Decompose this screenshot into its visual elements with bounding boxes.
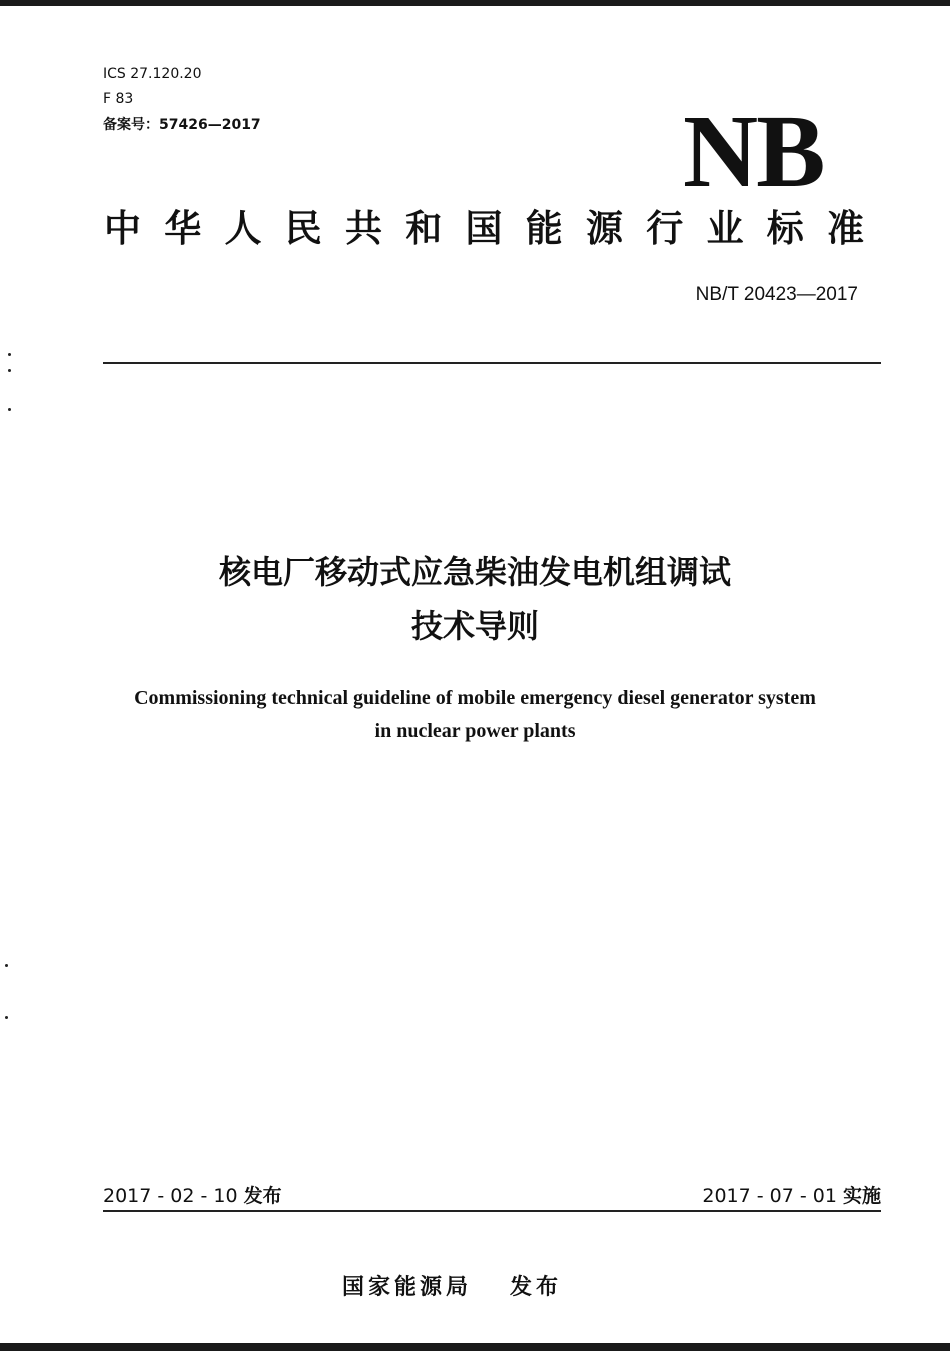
title-cn-line-1: 核电厂移动式应急柴油发电机组调试 <box>218 553 731 591</box>
standard-type-char: 和 <box>405 207 443 250</box>
scan-speck <box>8 353 11 356</box>
title-cn-line-2: 技术导则 <box>410 607 539 645</box>
scan-edge-bottom <box>0 1343 950 1351</box>
top-divider <box>103 362 881 364</box>
publisher-action: 发布 <box>510 1275 563 1300</box>
scan-edge-top <box>0 0 950 6</box>
standard-type-char: 业 <box>706 207 744 250</box>
standard-type-char: 行 <box>646 207 684 250</box>
standard-type-char: 共 <box>345 207 382 250</box>
standard-type-char: 华 <box>164 207 202 250</box>
issue-date-value: 2017 - 02 - 10 <box>103 1185 238 1207</box>
scan-speck <box>8 369 11 372</box>
title-en-line-2: in nuclear power plants <box>374 720 576 742</box>
implementation-date-label: 实施 <box>842 1185 881 1207</box>
implementation-date <box>702 1184 881 1208</box>
standard-type-char: 人 <box>224 207 262 250</box>
standard-type-char: 中 <box>104 207 141 250</box>
scan-speck <box>8 408 11 411</box>
issue-date-label: 发布 <box>243 1185 282 1207</box>
scan-speck <box>5 1016 8 1019</box>
publisher-line <box>342 1274 562 1302</box>
standard-type-char: 准 <box>827 207 864 250</box>
ccs-code: F 83 <box>103 91 134 107</box>
standard-type-char: 国 <box>465 207 503 250</box>
filing-number: 备案号：57426—2017 <box>103 117 261 133</box>
publisher-name: 国家能源局 <box>342 1275 473 1300</box>
standard-type-char: 标 <box>766 207 804 250</box>
issue-date <box>103 1184 282 1208</box>
standard-number: NB/T 20423—2017 <box>695 284 858 305</box>
nb-logo: NB <box>683 94 824 209</box>
standard-type-char: 源 <box>586 207 623 250</box>
bottom-divider <box>103 1210 881 1212</box>
ics-code: ICS 27.120.20 <box>103 66 202 82</box>
standard-type-char: 能 <box>525 207 563 250</box>
standard-type-char: 民 <box>284 207 322 250</box>
standard-type-heading <box>104 207 864 251</box>
title-en-line-1: Commissioning technical guideline of mobile emergency diesel generator system <box>134 687 816 709</box>
implementation-date-value: 2017 - 07 - 01 <box>702 1185 837 1207</box>
scan-speck <box>5 964 8 967</box>
